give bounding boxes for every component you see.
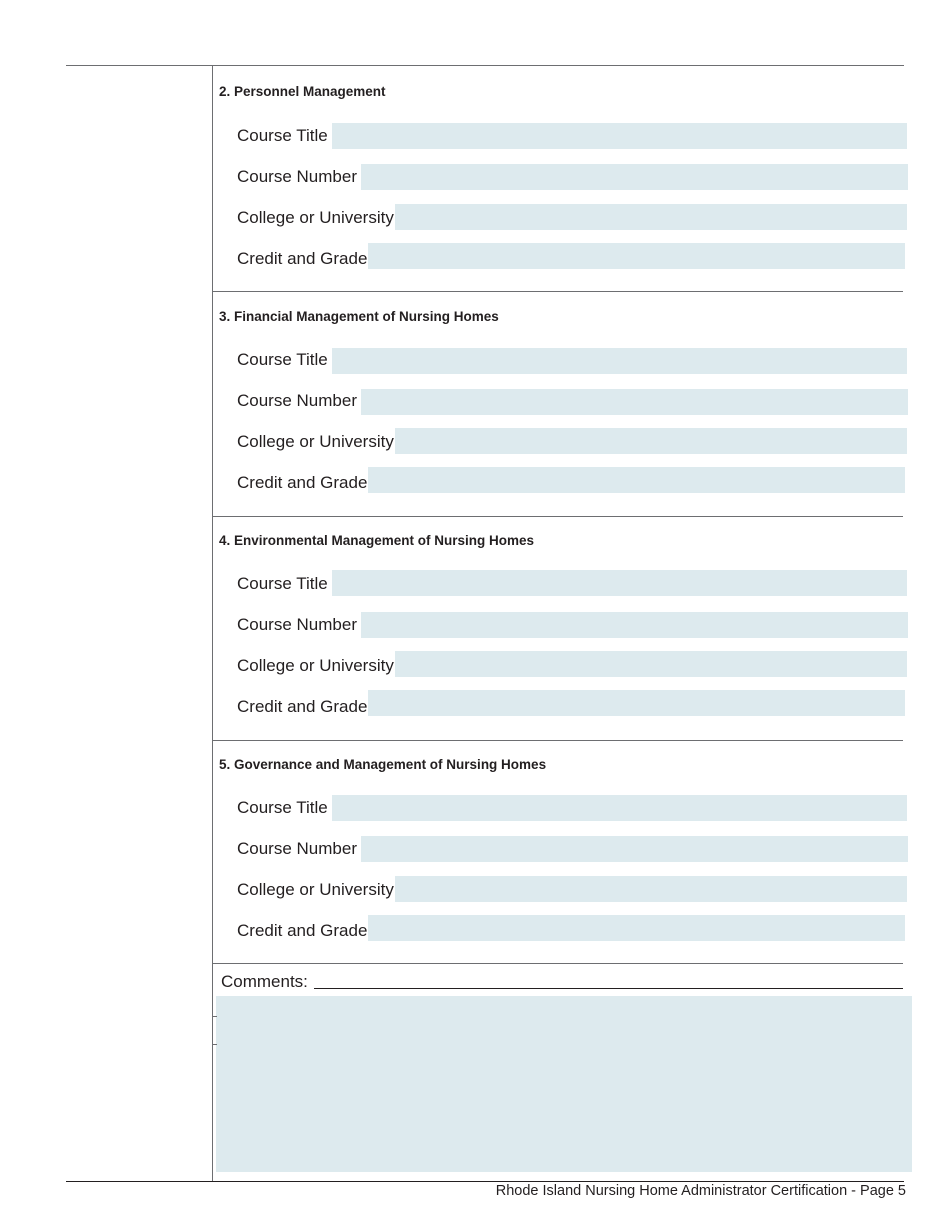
course-number-field[interactable] (361, 389, 908, 415)
comments-line-tick (212, 1044, 217, 1045)
course-title-field[interactable] (332, 123, 907, 149)
course-title-field[interactable] (332, 795, 907, 821)
section-divider (213, 963, 903, 964)
credit-grade-field[interactable] (368, 915, 905, 941)
course-number-label: Course Number (237, 391, 357, 410)
comments-line-tick (212, 1016, 217, 1017)
college-field[interactable] (395, 204, 907, 230)
section-environmental-management (213, 515, 910, 740)
college-field[interactable] (395, 876, 907, 902)
course-number-field[interactable] (361, 164, 908, 190)
comments-underline (314, 988, 903, 989)
comments-label: Comments: (221, 972, 308, 991)
section-title: 2. Personnel Management (219, 84, 386, 99)
college-label: College or University (237, 432, 394, 451)
course-title-field[interactable] (332, 570, 907, 596)
course-number-label: Course Number (237, 615, 357, 634)
course-title-label: Course Title (237, 574, 328, 593)
section-governance-management (213, 739, 910, 964)
credit-grade-label: Credit and Grade (237, 697, 368, 716)
college-label: College or University (237, 656, 394, 675)
credit-grade-field[interactable] (368, 467, 905, 493)
section-title: 4. Environmental Management of Nursing Homes (219, 533, 535, 548)
college-field[interactable] (395, 428, 907, 454)
section-title: 3. Financial Management of Nursing Homes (219, 309, 499, 324)
comments-field[interactable] (216, 996, 912, 1172)
credit-grade-field[interactable] (368, 243, 905, 269)
course-title-label: Course Title (237, 350, 328, 369)
course-title-label: Course Title (237, 798, 328, 817)
credit-grade-field[interactable] (368, 690, 905, 716)
course-title-label: Course Title (237, 126, 328, 145)
college-label: College or University (237, 208, 394, 227)
section-personnel-management (213, 66, 910, 291)
course-number-field[interactable] (361, 612, 908, 638)
bottom-rule (66, 1181, 904, 1182)
credit-grade-label: Credit and Grade (237, 249, 368, 268)
college-label: College or University (237, 880, 394, 899)
course-number-label: Course Number (237, 167, 357, 186)
section-financial-management (213, 291, 910, 516)
section-title: 5. Governance and Management of Nursing Homes (219, 757, 547, 772)
page-footer: Rhode Island Nursing Home Administrator Certification - Page 5 (495, 1183, 906, 1199)
credit-grade-label: Credit and Grade (237, 473, 368, 492)
course-number-field[interactable] (361, 836, 908, 862)
college-field[interactable] (395, 651, 907, 677)
course-number-label: Course Number (237, 839, 357, 858)
credit-grade-label: Credit and Grade (237, 921, 368, 940)
course-title-field[interactable] (332, 348, 907, 374)
